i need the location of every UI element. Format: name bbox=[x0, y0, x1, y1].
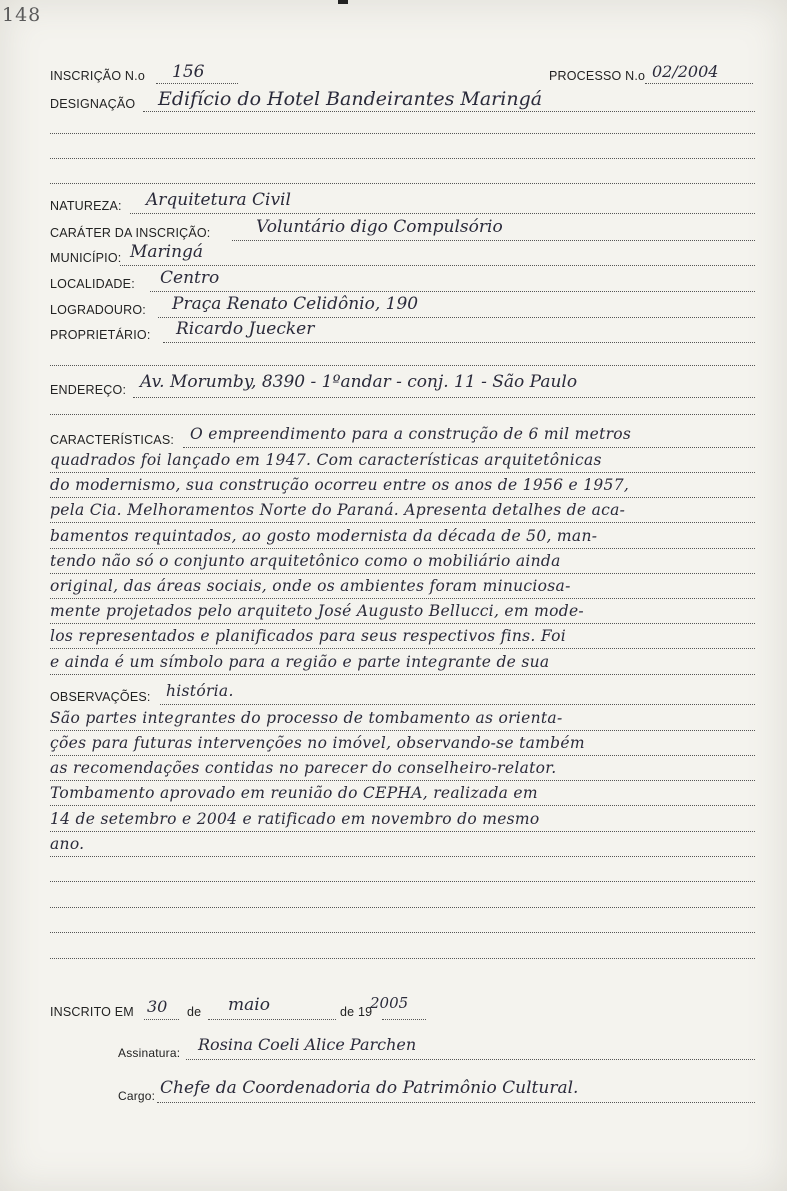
caracteristicas-text: mente projetados pelo arquiteto José Augusto Bellucci, em mode- bbox=[50, 602, 584, 620]
inscrito-day: 30 bbox=[147, 997, 168, 1016]
cargo-label: Cargo: bbox=[118, 1089, 156, 1103]
logradouro-value: Praça Renato Celidônio, 190 bbox=[172, 294, 419, 314]
blank-line bbox=[50, 907, 755, 908]
text-line bbox=[50, 780, 755, 781]
blank-line bbox=[50, 158, 755, 159]
endereco-label: ENDEREÇO: bbox=[50, 383, 127, 397]
inscrito-month-line bbox=[208, 1019, 336, 1020]
carater-label: CARÁTER DA INSCRIÇÃO: bbox=[50, 226, 211, 240]
text-line bbox=[50, 730, 755, 731]
caracteristicas-label: CARACTERÍSTICAS: bbox=[50, 433, 175, 447]
municipio-label: MUNICÍPIO: bbox=[50, 251, 122, 265]
inscricao-label: INSCRIÇÃO N.o bbox=[50, 69, 145, 83]
cargo-line bbox=[157, 1102, 755, 1103]
de-19-label: de 19 bbox=[340, 1005, 373, 1019]
text-line bbox=[50, 648, 755, 649]
observacoes-label: OBSERVAÇÕES: bbox=[50, 690, 151, 704]
municipio-line bbox=[120, 265, 755, 266]
inscrito-year: 2005 bbox=[370, 994, 409, 1012]
localidade-line bbox=[150, 291, 755, 292]
blank-line bbox=[50, 365, 755, 366]
de-label: de bbox=[187, 1005, 202, 1019]
natureza-label: NATUREZA: bbox=[50, 199, 122, 213]
logradouro-label: LOGRADOURO: bbox=[50, 303, 146, 317]
observacoes-text: ções para futuras intervenções no imóvel, observando-se também bbox=[50, 734, 585, 752]
assinatura-line bbox=[186, 1059, 755, 1060]
blank-line bbox=[50, 932, 755, 933]
processo-line bbox=[645, 83, 753, 84]
observacoes-text-first: história. bbox=[166, 682, 234, 700]
caracteristicas-text: pela Cia. Melhoramentos Norte do Paraná. Apresenta detalhes de aca- bbox=[50, 501, 626, 519]
processo-value: 02/2004 bbox=[652, 62, 719, 81]
text-line bbox=[50, 522, 755, 523]
signature: Rosina Coeli Alice Parchen bbox=[198, 1035, 417, 1054]
cargo-value: Chefe da Coordenadoria do Patrimônio Cultural. bbox=[160, 1078, 579, 1098]
caracteristicas-text: tendo não só o conjunto arquitetônico como o mobiliário ainda bbox=[50, 552, 561, 570]
text-line bbox=[50, 598, 755, 599]
text-line bbox=[50, 497, 755, 498]
text-line bbox=[50, 831, 755, 832]
observacoes-text: as recomendações contidas no parecer do conselheiro-relator. bbox=[50, 759, 557, 777]
assinatura-label: Assinatura: bbox=[118, 1046, 181, 1060]
page-number: 148 bbox=[2, 4, 42, 26]
observacoes-text: São partes integrantes do processo de tombamento as orienta- bbox=[50, 709, 563, 727]
proprietario-value: Ricardo Juecker bbox=[176, 319, 315, 339]
caracteristicas-text: do modernismo, sua construção ocorreu entre os anos de 1956 e 1957, bbox=[50, 476, 630, 494]
carater-line bbox=[232, 240, 755, 241]
observacoes-text: 14 de setembro e 2004 e ratificado em novembro do mesmo bbox=[50, 810, 540, 828]
caracteristicas-text-first: O empreendimento para a construção de 6 mil metros bbox=[190, 425, 632, 443]
inscricao-line bbox=[156, 83, 238, 84]
blank-line bbox=[50, 881, 755, 882]
localidade-value: Centro bbox=[160, 268, 220, 288]
text-line bbox=[50, 755, 755, 756]
blank-line bbox=[50, 133, 755, 134]
inscrito-label: INSCRITO EM bbox=[50, 1005, 134, 1019]
endereco-line bbox=[133, 397, 755, 398]
blank-line bbox=[50, 414, 755, 415]
proprietario-line bbox=[163, 342, 755, 343]
inscrito-day-line bbox=[144, 1019, 179, 1020]
carater-value: Voluntário digo Compulsório bbox=[256, 217, 503, 237]
municipio-value: Maringá bbox=[130, 242, 204, 262]
punch-mark bbox=[338, 0, 348, 4]
text-line bbox=[50, 856, 755, 857]
caracteristicas-text: los representados e planificados para seus respectivos fins. Foi bbox=[50, 627, 566, 645]
logradouro-line bbox=[158, 317, 755, 318]
caracteristicas-text: original, das áreas sociais, onde os ambientes foram minuciosa- bbox=[50, 577, 571, 595]
designacao-label: DESIGNAÇÃO bbox=[50, 97, 136, 111]
text-line bbox=[50, 674, 755, 675]
observacoes-line bbox=[160, 704, 755, 705]
designacao-line bbox=[143, 111, 755, 112]
inscricao-value: 156 bbox=[172, 62, 205, 82]
caracteristicas-text: quadrados foi lançado em 1947. Com características arquitetônicas bbox=[50, 451, 602, 469]
natureza-value: Arquitetura Civil bbox=[146, 190, 291, 210]
inscrito-month: maio bbox=[228, 995, 270, 1015]
endereco-value: Av. Morumby, 8390 - 1ºandar - conj. 11 - São Paulo bbox=[140, 372, 578, 392]
localidade-label: LOCALIDADE: bbox=[50, 277, 135, 291]
text-line bbox=[50, 573, 755, 574]
natureza-line bbox=[130, 213, 755, 214]
inscrito-year-line bbox=[382, 1019, 426, 1020]
observacoes-text: Tombamento aprovado em reunião do CEPHA, realizada em bbox=[50, 784, 538, 802]
text-line bbox=[50, 805, 755, 806]
designacao-value: Edifício do Hotel Bandeirantes Maringá bbox=[158, 88, 543, 110]
blank-line bbox=[50, 958, 755, 959]
caracteristicas-line bbox=[183, 447, 755, 448]
processo-label: PROCESSO N.o bbox=[549, 69, 646, 83]
text-line bbox=[50, 548, 755, 549]
proprietario-label: PROPRIETÁRIO: bbox=[50, 328, 151, 342]
caracteristicas-text: e ainda é um símbolo para a região e parte integrante de sua bbox=[50, 653, 550, 671]
text-line bbox=[50, 472, 755, 473]
text-line bbox=[50, 623, 755, 624]
blank-line bbox=[50, 183, 755, 184]
observacoes-text: ano. bbox=[50, 835, 85, 853]
caracteristicas-text: bamentos requintados, ao gosto modernista da década de 50, man- bbox=[50, 527, 598, 545]
